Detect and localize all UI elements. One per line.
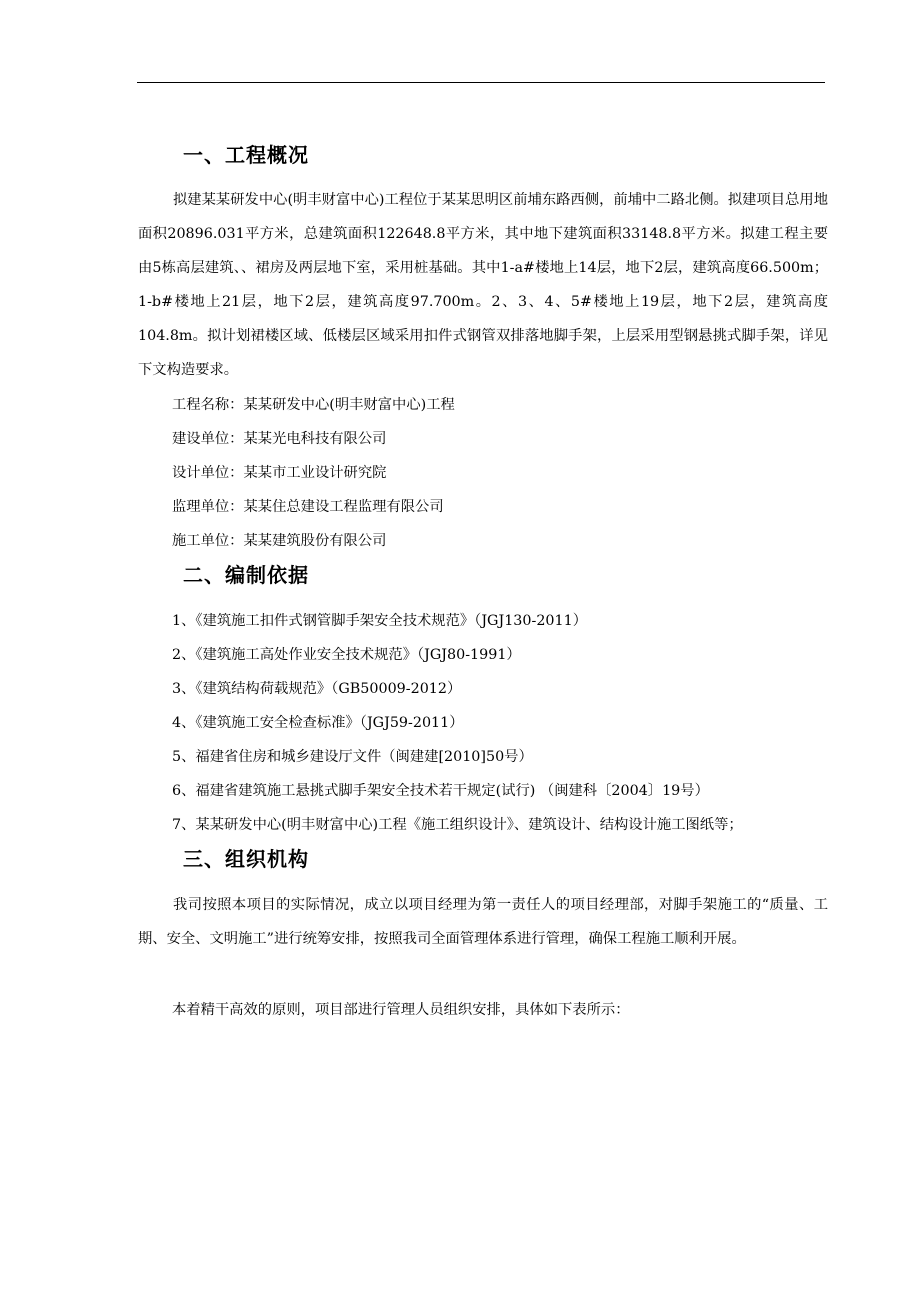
section-heading-overview: 一、工程概况 bbox=[183, 143, 309, 167]
info-contractor: 施工单位：某某建筑股份有限公司 bbox=[172, 533, 387, 549]
info-project-name: 工程名称：某某研发中心(明丰财富中心)工程 bbox=[172, 397, 455, 413]
header-rule bbox=[137, 82, 825, 83]
info-supervisor: 监理单位：某某住总建设工程监理有限公司 bbox=[172, 499, 444, 515]
section-heading-organization: 三、组织机构 bbox=[183, 847, 309, 871]
info-owner: 建设单位：某某光电科技有限公司 bbox=[172, 431, 387, 447]
overview-paragraph bbox=[138, 183, 828, 387]
basis-item: 3、《建筑结构荷载规范》（GB50009-2012） bbox=[172, 681, 462, 697]
basis-item: 7、某某研发中心(明丰财富中心)工程《施工组织设计》、建筑设计、结构设计施工图纸等； bbox=[172, 817, 743, 833]
basis-item: 1、《建筑施工扣件式钢管脚手架安全技术规范》（JGJ130-2011） bbox=[172, 613, 588, 629]
basis-item: 4、《建筑施工安全检查标准》（JGJ59-2011） bbox=[172, 715, 464, 731]
basis-item: 5、福建省住房和城乡建设厅文件（闽建建[2010]50号） bbox=[172, 749, 533, 765]
info-designer: 设计单位：某某市工业设计研究院 bbox=[172, 465, 387, 481]
organization-paragraph bbox=[138, 888, 828, 956]
basis-item: 2、《建筑施工高处作业安全技术规范》（JGJ80-1991） bbox=[172, 647, 521, 663]
basis-item: 6、福建省建筑施工悬挑式脚手架安全技术若干规定(试行) （闽建科〔2004〕19号） bbox=[172, 783, 709, 799]
organization-paragraph-text: 我司按照本项目的实际情况，成立以项目经理为第一责任人的项目经理部，对脚手架施工的“质量、工期、安全、文明施工”进行统筹安排，按照我司全面管理体系进行管理，确保工程施工顺利开展。 bbox=[138, 897, 828, 947]
section-heading-basis: 二、编制依据 bbox=[183, 563, 309, 587]
organization-paragraph-2: 本着精干高效的原则，项目部进行管理人员组织安排，具体如下表所示： bbox=[172, 1002, 630, 1018]
overview-paragraph-text: 拟建某某研发中心(明丰财富中心)工程位于某某思明区前埔东路西侧，前埔中二路北侧。拟建项目总用地面积20896.031平方米，总建筑面积122648.8平方米，其中地下建筑面积33148.8平方米。拟建工程主要由5栋高层建筑、、裙房及两层地下室，采用桩基础。其中1-a#楼地上14层，地下2层，建筑高度66.500m；1-b#楼地上21层，地下2层，建筑高度97.700m。2、3、4、5#楼地上19层，地下2层，建筑高度104.8m。拟计划裙楼区域、低楼层区域采用扣件式钢管双排落地脚手架，上层采用型钢悬挑式脚手架，详见下文构造要求。 bbox=[138, 192, 828, 378]
